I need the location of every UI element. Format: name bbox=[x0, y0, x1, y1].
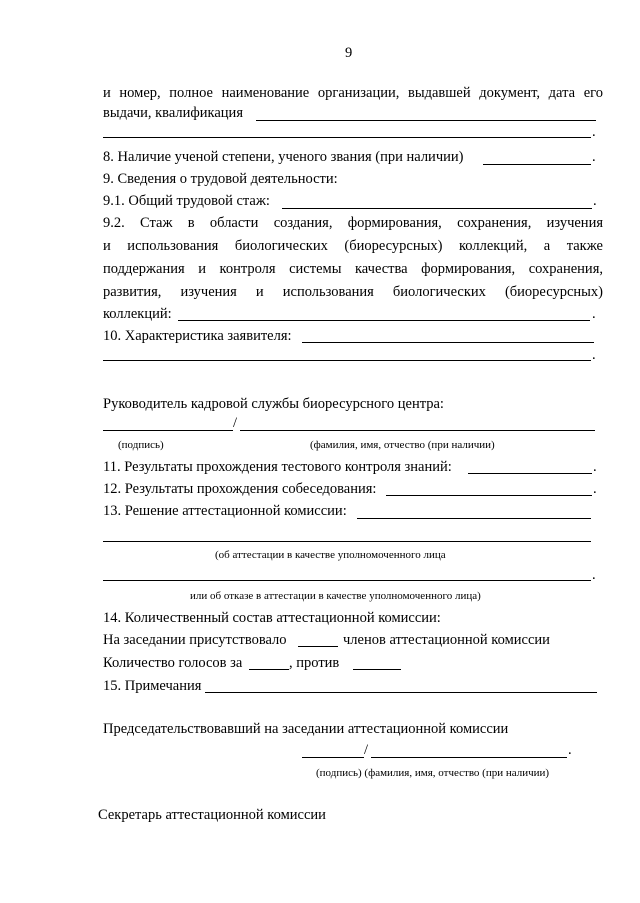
item-8-label: 8. Наличие ученой степени, ученого звания (при наличии) bbox=[103, 149, 464, 165]
present-label: На заседании присутствовало bbox=[103, 632, 287, 648]
commission-decision-field[interactable] bbox=[357, 518, 591, 519]
votes-for-field[interactable] bbox=[249, 669, 289, 670]
present-count-field[interactable] bbox=[298, 646, 338, 647]
item-9-label: 9. Сведения о трудовой деятельности: bbox=[103, 171, 338, 187]
chairman-signature-field[interactable] bbox=[302, 757, 364, 758]
item-9-2-line-1: 9.2. Стаж в области создания, формирования, сохранения, изучения bbox=[103, 215, 603, 231]
item-9-2-line-2: и использования биологических (биоресурсных) коллекций, а также bbox=[103, 238, 603, 254]
present-suffix: членов аттестационной комиссии bbox=[343, 632, 550, 648]
total-work-experience-field[interactable] bbox=[282, 208, 592, 209]
secretary-label: Секретарь аттестационной комиссии bbox=[98, 807, 326, 823]
chairman-label: Председательствовавший на заседании аттестационной комиссии bbox=[103, 721, 509, 737]
remarks-field[interactable] bbox=[205, 692, 597, 693]
qualification-field[interactable] bbox=[256, 120, 596, 121]
item-15-label: 15. Примечания bbox=[103, 678, 202, 694]
item-10-label: 10. Характеристика заявителя: bbox=[103, 328, 292, 344]
page-number: 9 bbox=[345, 45, 353, 61]
applicant-characteristic-field[interactable] bbox=[302, 342, 594, 343]
collection-experience-field[interactable] bbox=[178, 320, 590, 321]
item-14-label: 14. Количественный состав аттестационной комиссии: bbox=[103, 610, 441, 626]
signature-caption: (подпись) bbox=[118, 439, 164, 451]
academic-degree-field[interactable] bbox=[483, 164, 591, 165]
item-9-2-line-3: поддержания и контроля системы качества формирования, сохранения, bbox=[103, 261, 603, 277]
text-line-document-info: и номер, полное наименование организации, выдавшей документ, дата его bbox=[103, 85, 603, 101]
interview-results-field[interactable] bbox=[386, 495, 592, 496]
qualification-field-continued[interactable] bbox=[103, 137, 591, 138]
item-9-1-label: 9.1. Общий трудовой стаж: bbox=[103, 193, 270, 209]
full-name-caption: (фамилия, имя, отчество (при наличии) bbox=[310, 439, 495, 451]
attestation-caption: (об аттестации в качестве уполномоченного лица bbox=[215, 549, 446, 561]
hr-head-label: Руководитель кадровой службы биоресурсного центра: bbox=[103, 396, 444, 412]
refusal-caption: или об отказе в аттестации в качестве уполномоченного лица) bbox=[190, 590, 481, 602]
hr-head-signature-field[interactable] bbox=[103, 430, 233, 431]
hr-head-name-field[interactable] bbox=[240, 430, 595, 431]
chairman-caption: (подпись) (фамилия, имя, отчество (при наличии) bbox=[316, 767, 550, 779]
votes-for-label: Количество голосов за bbox=[103, 655, 243, 671]
test-results-field[interactable] bbox=[468, 473, 592, 474]
commission-decision-field-line-3[interactable] bbox=[103, 580, 591, 581]
text-line-qualification: выдачи, квалификация bbox=[103, 105, 243, 121]
applicant-characteristic-field-continued[interactable] bbox=[103, 360, 591, 361]
item-9-2-line-5: коллекций: bbox=[103, 306, 172, 322]
votes-against-label: , против bbox=[289, 655, 340, 671]
item-9-2-line-4: развития, изучения и использования биологических (биоресурсных) bbox=[103, 284, 603, 300]
commission-decision-field-continued[interactable] bbox=[103, 541, 591, 542]
votes-against-field[interactable] bbox=[353, 669, 401, 670]
item-11-label: 11. Результаты прохождения тестового контроля знаний: bbox=[103, 459, 452, 475]
item-13-label: 13. Решение аттестационной комиссии: bbox=[103, 503, 347, 519]
item-12-label: 12. Результаты прохождения собеседования: bbox=[103, 481, 377, 497]
chairman-name-field[interactable] bbox=[371, 757, 567, 758]
